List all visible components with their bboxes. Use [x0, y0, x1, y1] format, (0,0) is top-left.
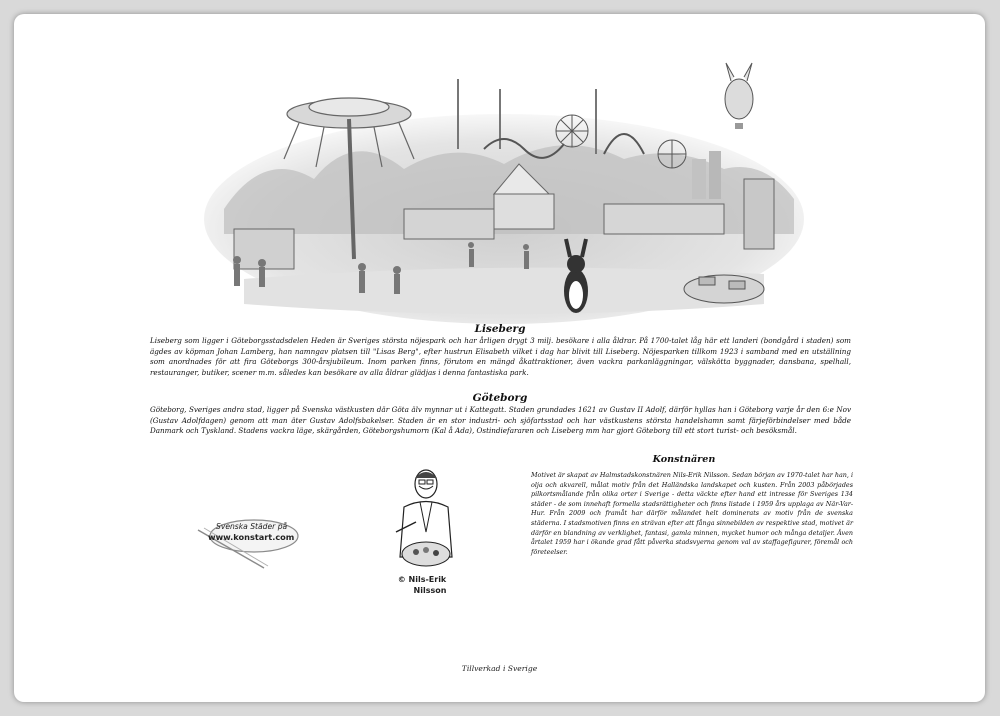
footer-made-in: Tillverkad i Sverige	[461, 664, 538, 673]
signature-line2: Nilsson	[413, 586, 447, 595]
konstnaren-text: Motivet är skapat av Halmstadskonstnären Nils-Erik Nilsson. Sedan början av 1970-talet har han, i olja och akvarell, målat motiv från det Halländska landskapet och kusten. Från 2003 påbörjades pilkortsmålande från olika orter i Sverige - detta väckte efter hand ett intresse för Sveriges 134 städer - de som innehaft formella stadsrättigheter och finns listade i 1959 års upplaga av När-Var-Hur. Från 2009 och framåt har därför målandet helt dominerats av motiv från de svenska städerna. I stadsmotiven finns en strävan efter att fånga sinnebilden av respektive stad, motivet är därför en blandning av verklighet, fantasi, gamla minnen, mycket humor och många detaljer. Även årtalet 1959 har i ökande grad fått påverka stadsvyerna genom val av staffagefigurer, föremål och företeelser.	[531, 471, 853, 556]
rabbit-balloon	[725, 63, 753, 129]
print-sheet	[14, 14, 985, 702]
logo-tagline: Svenska Städer på	[216, 522, 288, 531]
logo-url: www.konstart.com	[208, 532, 295, 542]
konstart-logo	[194, 516, 304, 576]
signature-line1: © Nils-Erik	[397, 575, 447, 584]
goteborg-text: Göteborg, Sveriges andra stad, ligger på Svenska västkusten där Göta älv mynnar ut i Kattegatt. Staden grundades 1621 av Gustav II Adolf, därför hyllas han i Göteborg varje år den 6:e Nov (Gustav Adolfdagen) genom att man äter Gustav Adolfsbakelser. Staden är en stor industri- och sjöfartsstad och har västkustens största handelshamn samt färjeförbindelser med både Danmark och Tyskland. Stadens vackra läge, skärgården, Göteborgshumorn (Kal å Ada), Ostindiefararen och Liseberg mm har gjort Göteborg till ett stort turist- och besöksmål.	[150, 405, 851, 436]
artist-portrait	[386, 462, 466, 602]
konstnaren-title: Konstnären	[652, 454, 716, 465]
liseberg-illustration	[204, 59, 804, 324]
liseberg-title: Liseberg	[474, 323, 526, 335]
goteborg-title: Göteborg	[472, 392, 528, 404]
liseberg-text: Liseberg som ligger i Göteborgsstadsdelen Heden är Sveriges största nöjespark och har årligen drygt 3 milj. besökare i alla åldrar. På 1700-talet låg här ett landeri (bondgård i staden) som ägdes av köpman Johan Lamberg, han namngav platsen till "Lisas Berg", efter hustrun Elisabeth vilket i dag har blivit till Liseberg. Nöjesparken tillkom 1923 i samband med en utställning som anordnades för att fira Göteborgs 300-årsjubileum. Inom parken finns, förutom en mängd åkattraktioner, även vackra parkanläggningar, välskötta byggnader, dansbana, spelhall, restauranger, butiker, scener m.m. således kan besökare av alla åldrar glädjas i denna fantastiska park.	[150, 336, 851, 377]
car-ride	[684, 275, 764, 303]
